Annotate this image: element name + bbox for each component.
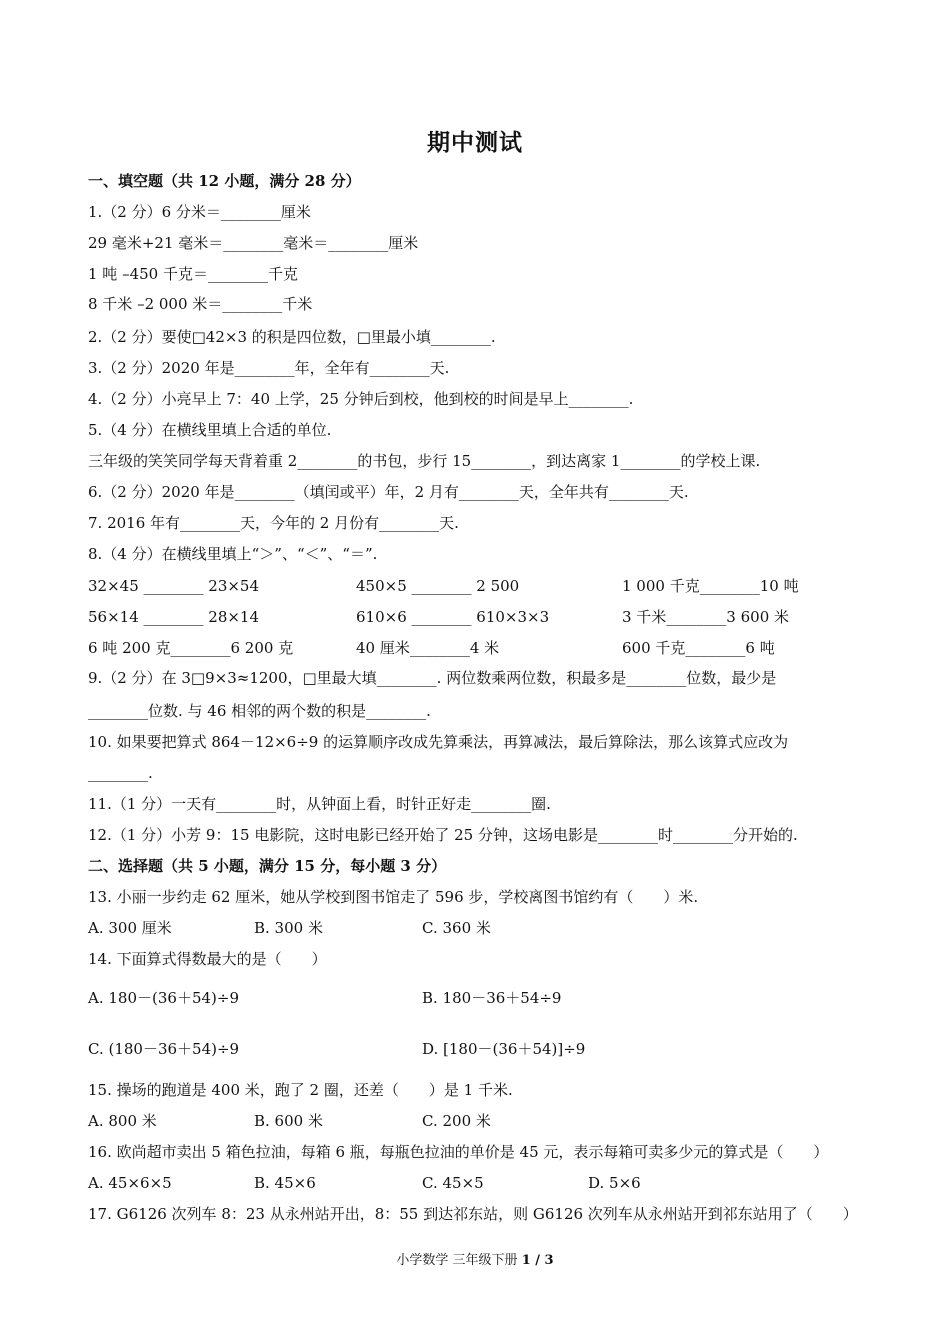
q8-cell-r2c3: 3 千米________3 600 米 bbox=[622, 608, 790, 626]
q16-option-d: D. 5×6 bbox=[588, 1174, 641, 1192]
q15-option-b: B. 600 米 bbox=[254, 1112, 323, 1130]
q8-cell-r3c3: 600 千克________6 吨 bbox=[622, 639, 775, 657]
question-5-line-1: 5.（4 分）在横线里填上合适的单位. bbox=[88, 421, 332, 439]
q15-option-c: C. 200 米 bbox=[422, 1112, 491, 1130]
question-12: 12.（1 分）小芳 9：15 电影院，这时电影已经开始了 25 分钟，这场电影是________时________分开始的. bbox=[88, 826, 798, 844]
q14-option-b: B. 180－36＋54÷9 bbox=[422, 989, 562, 1007]
q14-option-c: C. (180－36＋54)÷9 bbox=[88, 1040, 240, 1058]
question-6: 6.（2 分）2020 年是________（填闰或平）年，2 月有________天，全年共有________天. bbox=[88, 483, 689, 501]
question-1-line-2: 29 毫米+21 毫米＝________毫米＝________厘米 bbox=[88, 234, 419, 252]
question-10-line-1: 10. 如果要把算式 864－12×6÷9 的运算顺序改成先算乘法，再算减法，最后算除法，那么该算式应改为 bbox=[88, 733, 789, 751]
question-15-stem: 15. 操场的跑道是 400 米，跑了 2 圈，还差（ ）是 1 千米. bbox=[88, 1081, 513, 1099]
page-footer bbox=[0, 1249, 950, 1268]
question-2: 2.（2 分）要使□42×3 的积是四位数，□里最小填________. bbox=[88, 328, 496, 346]
q8-cell-r2c1: 56×14 ________ 28×14 bbox=[88, 608, 260, 626]
q13-option-b: B. 300 米 bbox=[254, 919, 323, 937]
question-3: 3.（2 分）2020 年是________年，全年有________天. bbox=[88, 359, 450, 377]
page-number: 1 / 3 bbox=[521, 1253, 554, 1268]
question-16-stem: 16. 欧尚超市卖出 5 箱色拉油，每箱 6 瓶，每瓶色拉油的单价是 45 元，表示每箱可卖多少元的算式是（ ） bbox=[88, 1143, 829, 1161]
section-heading-choice: 二、选择题（共 5 小题，满分 15 分，每小题 3 分） bbox=[88, 857, 447, 875]
footer-text: 小学数学 三年级下册 bbox=[396, 1253, 522, 1268]
question-14-stem: 14. 下面算式得数最大的是（ ） bbox=[88, 950, 327, 968]
q16-option-a: A. 45×6×5 bbox=[88, 1174, 172, 1192]
q8-cell-r3c2: 40 厘米________4 米 bbox=[356, 639, 500, 657]
q8-cell-r1c3: 1 000 千克________10 吨 bbox=[622, 577, 799, 595]
q16-option-b: B. 45×6 bbox=[254, 1174, 316, 1192]
q14-option-d: D. [180－(36＋54)]÷9 bbox=[422, 1040, 586, 1058]
question-9-line-1: 9.（2 分）在 3□9×3≈1200，□里最大填________. 两位数乘两位数，积最多是________位数，最少是 bbox=[88, 669, 777, 687]
q13-option-a: A. 300 厘米 bbox=[88, 919, 172, 937]
q16-option-c: C. 45×5 bbox=[422, 1174, 484, 1192]
q8-cell-r1c2: 450×5 ________ 2 500 bbox=[356, 577, 520, 595]
question-1-line-3: 1 吨 –450 千克＝________千克 bbox=[88, 265, 298, 283]
q13-option-c: C. 360 米 bbox=[422, 919, 491, 937]
question-9-line-2: ________位数. 与 46 相邻的两个数的积是________. bbox=[88, 702, 431, 720]
question-5-line-2: 三年级的笑笑同学每天背着重 2________的书包，步行 15________，到达离家 1________的学校上课. bbox=[88, 452, 761, 470]
question-13-stem: 13. 小丽一步约走 62 厘米，她从学校到图书馆走了 596 步，学校离图书馆约有（ ）米. bbox=[88, 888, 699, 906]
section-heading-fill-in: 一、填空题（共 12 小题，满分 28 分） bbox=[88, 172, 361, 190]
question-8: 8.（4 分）在横线里填上“＞”、“＜”、“＝”. bbox=[88, 545, 378, 563]
q8-cell-r2c2: 610×6 ________ 610×3×3 bbox=[356, 608, 550, 626]
question-11: 11.（1 分）一天有________时，从钟面上看，时针正好走________圈. bbox=[88, 795, 551, 813]
question-4: 4.（2 分）小亮早上 7：40 上学，25 分钟后到校，他到校的时间是早上________. bbox=[88, 390, 634, 408]
q8-cell-r1c1: 32×45 ________ 23×54 bbox=[88, 577, 260, 595]
question-1-line-1: 1.（2 分）6 分米＝________厘米 bbox=[88, 203, 311, 221]
q14-option-a: A. 180－(36＋54)÷9 bbox=[88, 989, 239, 1007]
q8-cell-r3c1: 6 吨 200 克________6 200 克 bbox=[88, 639, 294, 657]
q15-option-a: A. 800 米 bbox=[88, 1112, 157, 1130]
page-title: 期中测试 bbox=[427, 129, 523, 156]
question-10-line-2: ________. bbox=[88, 764, 153, 782]
question-17-stem: 17. G6126 次列车 8：23 从永州站开出，8：55 到达祁东站，则 G6126 次列车从永州站开到祁东站用了（ ） bbox=[88, 1205, 858, 1223]
question-7: 7. 2016 年有________天，今年的 2 月份有________天. bbox=[88, 514, 459, 532]
question-1-line-4: 8 千米 –2 000 米＝________千米 bbox=[88, 295, 313, 313]
